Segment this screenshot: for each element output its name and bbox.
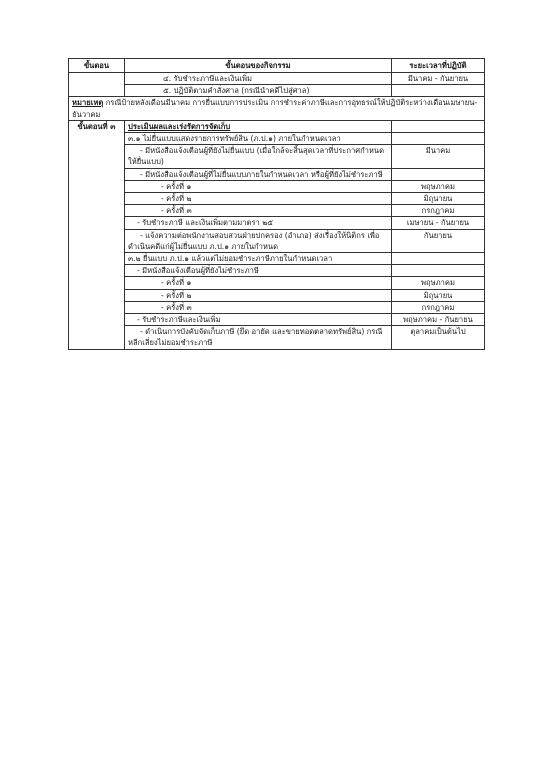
activity-text-wrap: - ดำเนินการบังคับจัดเก็บภาษี (ยึด อายัด และขายทอดตลาดทรัพย์สิน) กรณีหลีกเลี่ยงไม่ยอมชำระภาษี — [128, 327, 383, 348]
table-row — [69, 314, 485, 326]
step-cell-empty — [69, 73, 125, 97]
table-row — [69, 133, 485, 145]
table-row — [69, 217, 485, 229]
table-row — [69, 85, 485, 97]
activity-text: - มีหนังสือแจ้งเตือนผู้ที่ยังไม่ชำระภาษี — [125, 265, 392, 277]
period-text: มีนาคม — [392, 145, 485, 168]
activity-text: - ครั้งที่ ๑ — [125, 180, 392, 192]
table-row — [69, 229, 485, 252]
table-row — [69, 168, 485, 180]
period-text — [392, 133, 485, 145]
period-text: ตุลาคมเป็นต้นไป — [392, 326, 485, 349]
activity-text: - ครั้งที่ ๒ — [125, 193, 392, 205]
activity-text: - ครั้งที่ ๓ — [125, 301, 392, 313]
document-page — [68, 58, 484, 350]
period-text — [392, 253, 485, 265]
table-row — [69, 120, 485, 132]
period-text — [392, 85, 485, 97]
activity-text: - รับชำระภาษีและเงินเพิ่ม — [125, 314, 392, 326]
activity-text-wrap: - มีหนังสือแจ้งเตือนผู้ที่ไม่ยื่นแบบภายในกำหนดเวลา หรือผู้ที่ยังไม่ชำระภาษี — [140, 169, 383, 179]
table-row — [69, 301, 485, 313]
activity-text-wrap: - แจ้งความต่อพนักงานสอบสวนฝ่ายปกครอง (อำเภอ) ส่งเรื่องให้นิติกร เพื่อดำเนินคดีแก่ผู้ไม่ยื่นแบบ ภ.ป.๑ ภายในกำหนด — [128, 230, 380, 251]
table-row — [69, 326, 485, 349]
activity-text: ๕. ปฏิบัติตามคำสั่งศาล (กรณีนำคดีไปสู่ศาล) — [125, 85, 392, 97]
header-step: ขั้นตอน — [69, 59, 125, 73]
activity-text: - ครั้งที่ ๑ — [125, 277, 392, 289]
table-row — [69, 73, 485, 85]
table-row — [69, 289, 485, 301]
activity-text: ๓.๑ ไม่ยื่นแบบแสดงรายการทรัพย์สิน (ภ.ป.๑) ภายในกำหนดเวลา — [125, 133, 392, 145]
activity-text: - รับชำระภาษี และเงินเพิ่มตามมาตรา ๒๕ — [125, 217, 392, 229]
period-text: กรกฎาคม — [392, 301, 485, 313]
table-row — [69, 145, 485, 168]
activity-text-wrap: - มีหนังสือแจ้งเตือนผู้ที่ยังไม่ยื่นแบบ (เมื่อใกล้จะสิ้นสุดเวลาที่ประกาศกำหนดให้ยื่นแบบ) — [128, 146, 385, 167]
table-row — [69, 265, 485, 277]
header-period: ระยะเวลาที่ปฏิบัติ — [392, 59, 485, 73]
table-row — [69, 253, 485, 265]
activity-text: - ครั้งที่ ๒ — [125, 289, 392, 301]
period-text: เมษายน - กันยายน — [392, 217, 485, 229]
period-text: กรกฎาคม — [392, 205, 485, 217]
activity-text: - ครั้งที่ ๓ — [125, 205, 392, 217]
note-text: กรณีป้ายหลังเดือนมีนาคม การยื่นแบบการประเมิน การชำระค่าภาษีและการอุทธรณ์ให้ปฏิบัติระหว่างเดือนเมษายน-ธันวาคม — [72, 98, 478, 119]
table-row — [69, 180, 485, 192]
activity-text: ๔. รับชำระภาษีและเงินเพิ่ม — [125, 73, 392, 85]
note-row — [69, 97, 485, 120]
table-header-row — [69, 59, 485, 73]
period-text: พฤษภาคม — [392, 180, 485, 192]
period-text — [392, 168, 485, 180]
activity-text — [125, 168, 392, 180]
step3-title: ประเมินผลและเร่งรัดการจัดเก็บ — [125, 120, 392, 132]
activity-text — [125, 326, 392, 349]
period-text: พฤษภาคม — [392, 277, 485, 289]
step3-label: ขั้นตอนที่ ๓ — [69, 120, 125, 349]
activity-text — [125, 229, 392, 252]
table-row — [69, 205, 485, 217]
note-cell — [69, 97, 485, 120]
table-row — [69, 277, 485, 289]
header-activity: ขั้นตอนของกิจกรรม — [125, 59, 392, 73]
period-text — [392, 120, 485, 132]
period-text — [392, 265, 485, 277]
activity-text: ๓.๒ ยื่นแบบ ภ.ป.๑ แล้วแต่ไม่ยอมชำระภาษีภายในกำหนดเวลา — [125, 253, 392, 265]
activity-text — [125, 145, 392, 168]
period-text: มิถุนายน — [392, 193, 485, 205]
period-text: กันยายน — [392, 229, 485, 252]
period-text: มิถุนายน — [392, 289, 485, 301]
table-row — [69, 193, 485, 205]
period-text: มีนาคม - กันยายน — [392, 73, 485, 85]
schedule-table — [68, 58, 485, 350]
period-text: พฤษภาคม - กันยายน — [392, 314, 485, 326]
note-label: หมายเหตุ — [72, 98, 104, 108]
